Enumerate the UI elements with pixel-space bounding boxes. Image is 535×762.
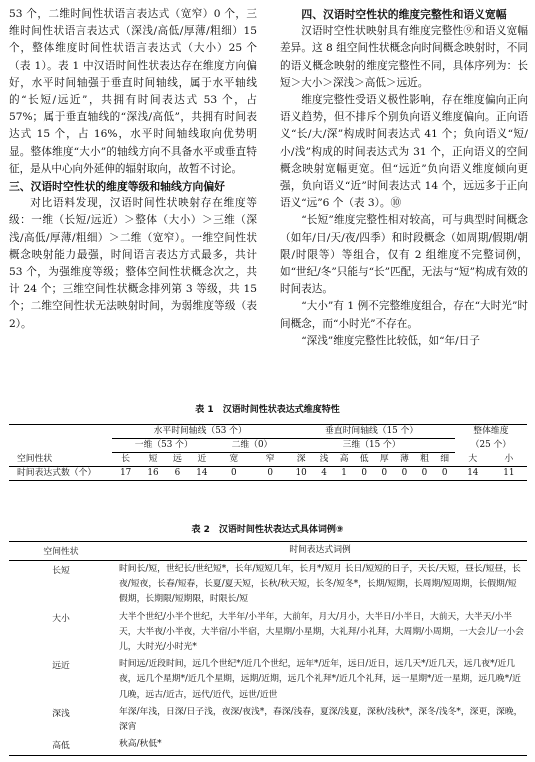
col-header: 细	[435, 453, 455, 467]
row-key: 大小	[52, 613, 70, 624]
col-header: 短	[139, 453, 166, 467]
table1	[9, 424, 527, 481]
row-key: 高低	[9, 736, 113, 756]
row-value: 时间远/近段时间，远几个世纪*/近几个世纪，远年*/近年，远日/近日，远几天*/近几天，远几夜*/近几夜，远几个星期*/近几个星期，远期/近期，远几个礼拜*/近几个礼拜，远一星期*/近一星期，远几晚*/近几晚，远古/近古，远代/近代，远世/近世	[119, 659, 521, 700]
paragraph: 维度完整性受语义极性影响，存在维度偏向正向语义趋势，但不排斥个别负向语义维度偏向。正向语义“长/大/深”构成时间表达式 41 个；负向语义“短/小/浅”构成的时间表达式为 31 个，正向语义的空间概念映射宽幅更宽。但“远近”负向语义维度倾向更强，负向语义“近”时间表达式 14 个，远远多于正向语义“远”6 个（表 3）。⑩	[280, 94, 528, 210]
count-cell: 0	[216, 467, 252, 481]
count-cell: 14	[455, 467, 491, 481]
col-header: 小	[491, 453, 527, 467]
col-header: 高	[334, 453, 354, 467]
count-cell: 16	[139, 467, 166, 481]
table-row	[9, 609, 527, 657]
row-value: 年深/年浅，日深/日子浅，夜深/夜浅*，春深/浅春，夏深/浅夏，深秋/浅秋*，深冬/浅冬*，深更，深晚，深宵	[119, 706, 523, 733]
row-key: 远近	[52, 661, 70, 672]
table-row	[9, 561, 527, 609]
table-row	[9, 704, 527, 736]
sub-3d: 三维（15 个）	[288, 439, 454, 453]
table2	[9, 541, 527, 756]
paragraph: 对比语料发现，汉语时间性状映射存在维度等级：一维（长短/远近）＞整体（大小）＞三维（深浅/高低/厚薄/粗细）＞二维（宽窄）。一维空间性状概念映射能力最强，时间语言表达方式最多，共计 53 个，为强维度等级；整体空间性状概念次之，共计 24 个；三维空间性状概念排列第 3 等级，共 15 个；二维空间性状无法映射时间，为弱维度等级（表 2）。	[9, 197, 257, 330]
group-overall: 整体维度	[455, 425, 527, 439]
count-cell: 0	[374, 467, 394, 481]
count-cell: 0	[252, 467, 288, 481]
count-cell: 14	[188, 467, 215, 481]
row-label: 时间表达式数（个）	[9, 467, 112, 481]
group-horizontal: 水平时间轴线（53 个）	[112, 425, 288, 439]
count-cell: 11	[491, 467, 527, 481]
row-label: 空间性状	[9, 453, 112, 467]
table1-caption: 表 1 汉语时间性状表达式维度特性	[195, 405, 340, 415]
row-value: 大半个世纪/小半个世纪，大半年/小半年，大前年，月大/月小，大半日/小半日，大前天，大半天/小半天，大半夜/小半夜，大半宿/小半宿，大星期/小星期，大礼拜/小礼拜，大周期/小周期，一大会儿/一小会儿，大时光/小时光*	[119, 611, 524, 653]
col-header: 厚	[374, 453, 394, 467]
section-heading: 四、汉语时空性状的维度完整性和语义宽幅	[301, 8, 507, 21]
count-cell: 4	[314, 467, 334, 481]
paragraph: “大小”有 1 例不完整维度组合，存在“大时光”时间概念，而“小时光”不存在。	[280, 300, 528, 330]
table2-caption: 表 2 汉语时间性状表达式具体词例⑨	[191, 525, 344, 535]
col-header: 远	[167, 453, 188, 467]
group-overall-count: （25 个）	[470, 440, 512, 450]
row-value: 时间长/短，世纪长/世纪短*，长年/短短几年，长月*/短月 长日/短短的日子，天长/天短，昼长/短昼，长夜/短夜，长春/短春，长夏/夏天短，长秋/秋天短，长冬/短冬*，长期/短期，长周期/短周期，长假期/短假期，长期限/短期限，时限长/短	[119, 564, 521, 605]
count-cell: 6	[167, 467, 188, 481]
row-value: 秋高/秋低*	[113, 736, 527, 756]
sub-2d: 二维（0）	[216, 439, 289, 453]
col-header: 近	[188, 453, 215, 467]
count-cell: 0	[435, 467, 455, 481]
sub-1d: 一维（53 个）	[112, 439, 216, 453]
col-header: 粗	[414, 453, 434, 467]
paragraph: 53 个，二维时间性状语言表达式（宽窄）0 个，三维时间性状语言表达式（深浅/高低/厚薄/粗细）15 个，整体维度时间性状语言表达式（大小）25 个（表 1）。表 1 中汉语时间性状表达存在维度方向偏好，水平时间轴强于垂直时间轴线，属于水平轴线的“长短/远近”，共拥有时间表达式 53 个，占 57%；属于垂直轴线的“深浅/高低”，共拥有时间表达式 15 个，占 16%，水平时间轴线取向优势明显。整体维度“大小”的轴线方向不具备水平或垂直特征，是从中心向外延伸的辐射取向，故暂不讨论。	[9, 8, 257, 175]
paragraph: “深浅”维度完整性比较低，如“年/日子	[301, 334, 480, 347]
left-column	[9, 6, 257, 333]
col-header: 浅	[314, 453, 334, 467]
paragraph: 汉语时空性状映射具有维度完整性⑨和语义宽幅差异。这 8 组空间性状概念向时间概念映射时，不同的语义概念映射的维度完整性不同，具体序列为：长短＞大小＞深浅＞高低＞远近。	[280, 25, 528, 89]
count-cell: 17	[112, 467, 139, 481]
col-header: 低	[354, 453, 374, 467]
right-column	[280, 6, 528, 350]
col-header: 大	[455, 453, 491, 467]
table2-header-value: 时间表达式词例	[113, 542, 527, 561]
col-header: 宽	[216, 453, 252, 467]
col-header: 窄	[252, 453, 288, 467]
col-header: 薄	[394, 453, 414, 467]
count-cell: 10	[288, 467, 314, 481]
paragraph: “长短”维度完整性相对较高，可与典型时间概念（如年/日/天/夜/四季）和时段概念（如周期/假期/朝限/时限等）等组合，仅有 2 组维度不完整词例，如“世纪/冬”只能与“长”匹配，无法与“短”构成有效的时间表达。	[280, 214, 528, 296]
count-cell: 1	[334, 467, 354, 481]
count-cell: 0	[394, 467, 414, 481]
table-row	[9, 656, 527, 704]
group-vertical: 垂直时间轴线（15 个）	[288, 425, 454, 439]
count-cell: 0	[354, 467, 374, 481]
row-key: 深浅	[52, 708, 70, 719]
col-header: 深	[288, 453, 314, 467]
table-row	[9, 736, 527, 756]
section-heading: 三、汉语时空性状的维度等级和轴线方向偏好	[9, 180, 225, 194]
count-cell: 0	[414, 467, 434, 481]
row-key: 长短	[52, 566, 70, 576]
col-header: 长	[112, 453, 139, 467]
table2-header-key: 空间性状	[9, 542, 113, 561]
